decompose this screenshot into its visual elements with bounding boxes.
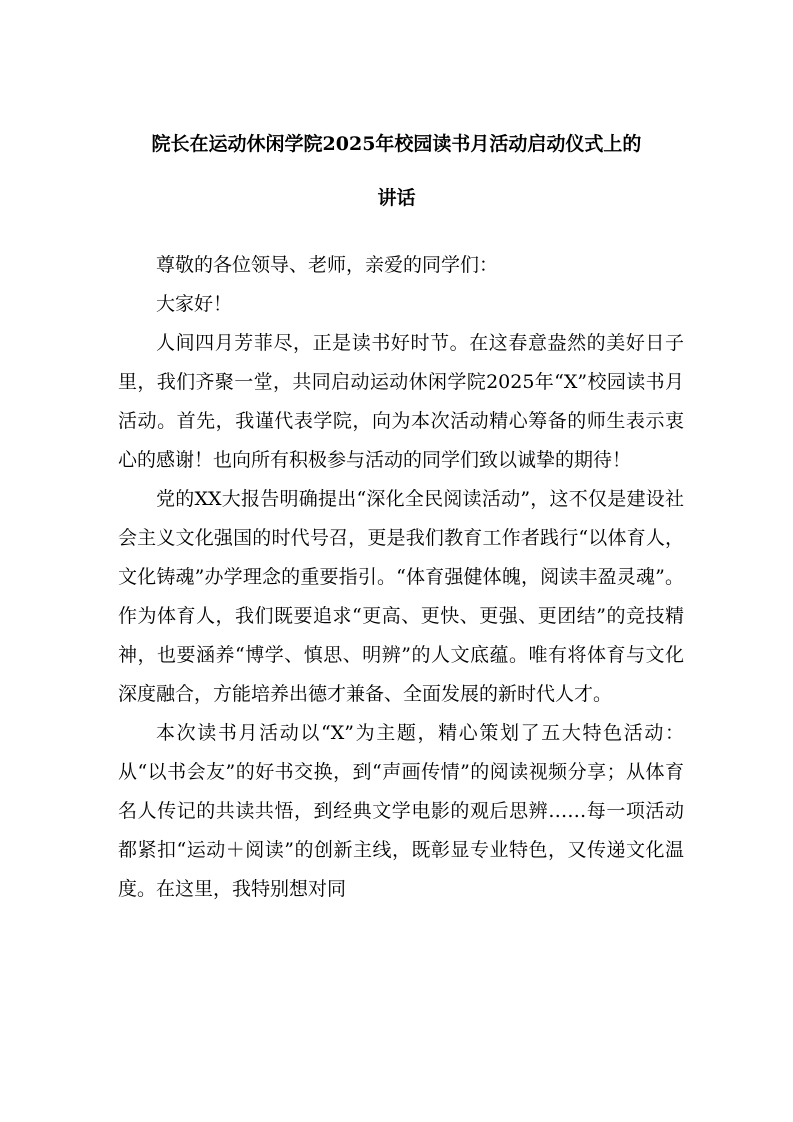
salutation: 尊敬的各位领导、老师，亲爱的同学们： <box>156 254 499 276</box>
greeting: 大家好！ <box>156 293 233 315</box>
document-title-line-2: 讲话 <box>377 187 416 209</box>
document-body <box>118 246 684 909</box>
paragraph-opening: 人间四月芳菲尽，正是读书好时节。在这春意盎然的美好日子里，我们齐聚一堂，共同启动运动休闲学院2025年“X”校园读书月活动。首先，我谨代表学院，向为本次活动精心筹备的师生表示衷心的感谢！也向所有积极参与活动的同学们致以诚挚的期待！ <box>118 332 684 471</box>
paragraph-reading-policy: 党的XX大报告明确提出“深化全民阅读活动”，这不仅是建设社会主义文化强国的时代号召，更是我们教育工作者践行“以体育人，文化铸魂”办学理念的重要指引。“体育强健体魄，阅读丰盈灵魂”。作为体育人，我们既要追求“更高、更快、更强、更团结”的竞技精神，也要涵养“博学、慎思、明辨”的人文底蕴。唯有将体育与文化深度融合，方能培养出德才兼备、全面发展的新时代人才。 <box>118 488 684 705</box>
paragraph-activities: 本次读书月活动以“X”为主题，精心策划了五大特色活动：从“以书会友”的好书交换，到“声画传情”的阅读视频分享；从体育名人传记的共读共悟，到经典文学电影的观后思辨……每一项活动都紧扣“运动＋阅读”的创新主线，既彰显专业特色，又传递文化温度。在这里，我特别想对同 <box>118 722 684 900</box>
document-title-line-1: 院长在运动休闲学院2025年校园读书月活动启动仪式上的 <box>151 133 642 155</box>
